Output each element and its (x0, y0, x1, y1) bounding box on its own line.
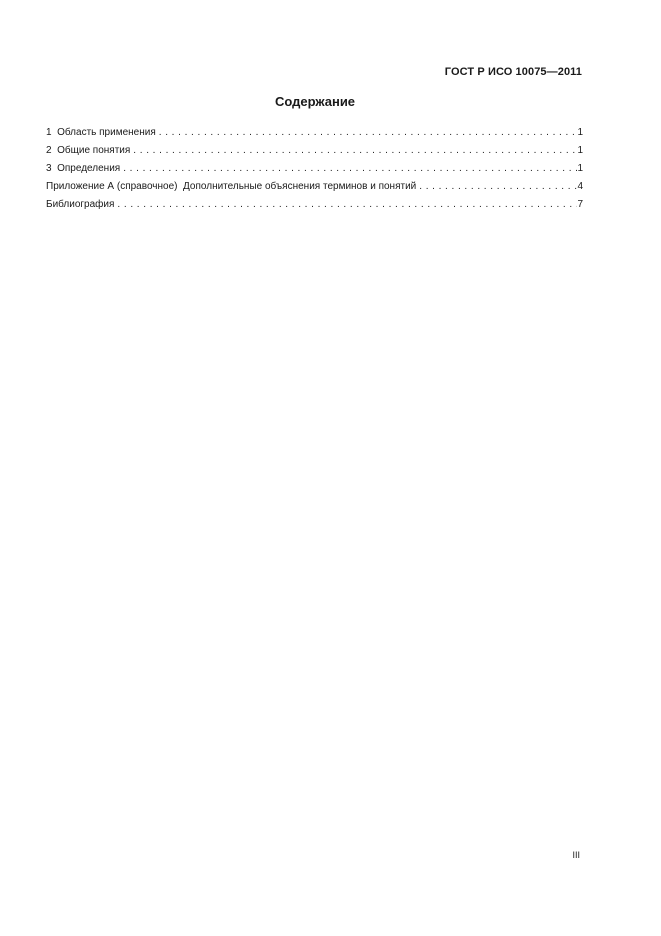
toc-dot-leader (416, 180, 577, 194)
toc-entry-label: Библиография (46, 199, 115, 210)
toc-entry-page: 1 (577, 127, 583, 138)
toc-dot-leader (114, 198, 577, 212)
document-code: ГОСТ Р ИСО 10075—2011 (444, 66, 582, 78)
toc-entry-scope[interactable] (46, 126, 583, 144)
toc-entry-label: 1 Область применения (46, 127, 156, 138)
toc-title: Содержание (274, 94, 356, 109)
toc-entry-definitions[interactable] (46, 162, 583, 180)
toc-entry-page: 4 (577, 181, 583, 192)
toc-entry-label: 2 Общие понятия (46, 145, 131, 156)
toc-entry-general-concepts[interactable] (46, 144, 583, 162)
toc-entry-page: 1 (577, 145, 583, 156)
toc-entry-page: 1 (577, 163, 583, 174)
toc-dot-leader (130, 144, 577, 158)
table-of-contents (46, 126, 583, 216)
toc-entry-label: Приложение А (справочное) Дополнительные объяснения терминов и понятий (46, 181, 417, 192)
toc-entry-annex-a[interactable] (46, 180, 583, 198)
toc-entry-label: 3 Определения (46, 163, 121, 174)
toc-dot-leader (120, 162, 577, 176)
page-number: III (572, 850, 580, 860)
toc-dot-leader (156, 126, 578, 140)
toc-entry-page: 7 (577, 199, 583, 210)
toc-entry-bibliography[interactable] (46, 198, 583, 216)
